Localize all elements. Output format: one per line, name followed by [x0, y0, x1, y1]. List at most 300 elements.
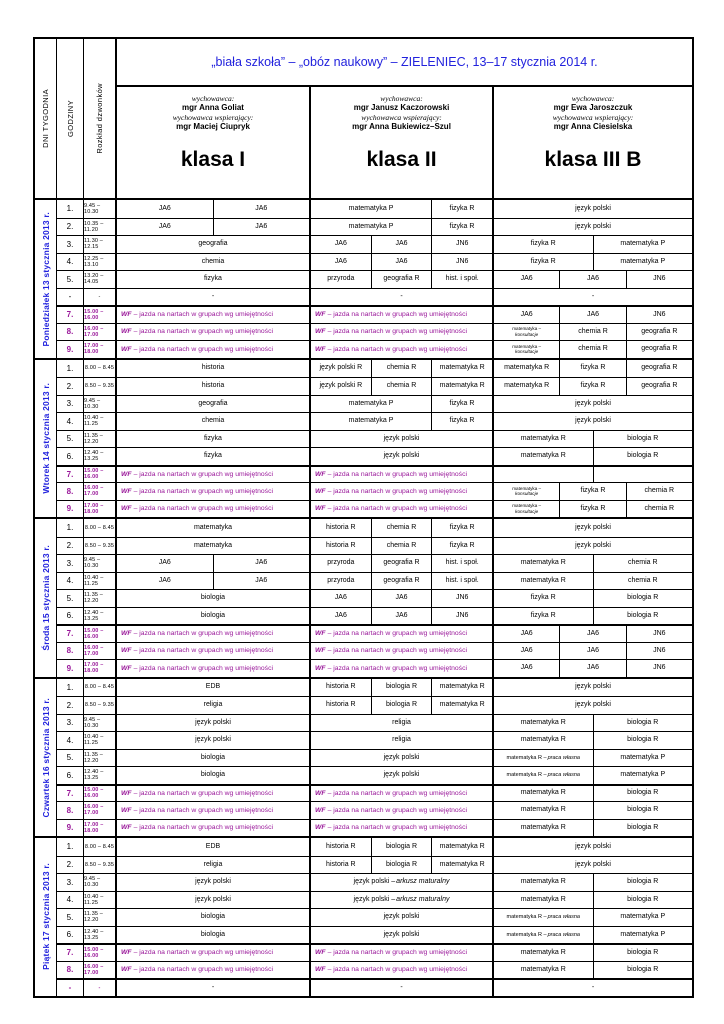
subject-cell	[494, 820, 593, 837]
support-tutor-label: wychowawca wspierający:	[172, 113, 254, 122]
subject-label: religia	[203, 860, 223, 868]
subject-cell	[559, 307, 625, 323]
lesson-number-cell	[57, 467, 84, 483]
wf-description: – jazda na nartach w grupach wg umiejętności	[327, 345, 467, 353]
time-cell	[84, 874, 117, 891]
wf-label: WF	[121, 949, 132, 957]
wf-description: – jazda na nartach w grupach wg umiejętności	[327, 505, 467, 513]
subject-cell	[494, 289, 692, 306]
tutor-name: mgr Ewa Jaroszczuk	[553, 103, 633, 112]
time-range: 9.45 – 10.30	[84, 202, 101, 215]
time-range: 15.00 – 16.00	[84, 308, 104, 321]
time-cell	[84, 271, 117, 288]
time-range: 8.00 – 8.45	[84, 365, 115, 372]
day-rows	[57, 519, 692, 677]
lesson-number: 5.	[66, 753, 74, 763]
subject-cell	[626, 324, 692, 341]
lesson-number-cell	[57, 431, 84, 448]
lesson-number: 4.	[66, 416, 74, 426]
subject-label: JA6	[395, 611, 408, 619]
class-headers	[117, 87, 692, 198]
class-1-cell-group	[117, 324, 309, 341]
subject-label: historia	[201, 364, 225, 372]
class-1-cell-group	[117, 857, 309, 874]
lesson-number: 2.	[66, 222, 74, 232]
class-1-cell-group	[117, 448, 309, 465]
subject-cell	[559, 271, 625, 288]
subject-label: JA6	[520, 310, 533, 318]
timetable-row	[57, 589, 692, 607]
day-label: Czwartek 16 stycznia 2013 r.	[40, 697, 51, 817]
lesson-number-cell	[57, 715, 84, 732]
class-2-cell-group	[309, 254, 494, 271]
class-1-cell-group	[117, 590, 309, 607]
subject-cell	[431, 271, 492, 288]
subject-label: hist. i społ.	[445, 559, 479, 567]
wf-label: WF	[121, 345, 132, 353]
class-3-cell-group	[494, 448, 692, 465]
subject-cell	[311, 448, 492, 465]
class-2-cell-group	[309, 927, 494, 944]
timetable-row	[57, 856, 692, 874]
subject-label: geografia R	[641, 345, 678, 353]
lesson-number-cell	[57, 254, 84, 271]
time-cell	[84, 360, 117, 378]
time-range: 9.45 – 10.30	[84, 716, 101, 729]
class-1-cell-group	[117, 643, 309, 660]
wf-label: WF	[121, 806, 132, 814]
lesson-number-cell	[57, 697, 84, 714]
time-range: 8.50 – 9.35	[84, 542, 115, 549]
subject-cell	[311, 874, 492, 891]
class-1-cell-group	[117, 608, 309, 625]
subject-label: matematyka P	[620, 257, 666, 265]
class-2-cell-group	[309, 643, 494, 660]
wf-label: WF	[121, 311, 132, 319]
lesson-number: 7.	[66, 788, 74, 798]
subject-cell	[371, 608, 432, 625]
class-1-cell-group	[117, 874, 309, 891]
subject-label: fizyka R	[530, 240, 556, 248]
timetable-row	[57, 908, 692, 926]
subject-cell	[626, 660, 692, 677]
wf-description: – jazda na nartach w grupach wg umiejętności	[133, 806, 273, 814]
subject-cell	[559, 643, 625, 660]
subject-cell	[117, 732, 309, 749]
timetable-row	[57, 572, 692, 590]
subject-label: JA6	[255, 222, 268, 230]
subject-cell	[431, 697, 492, 714]
subject-label: matematyka R	[520, 718, 566, 726]
subject-label: biologia R	[627, 594, 659, 602]
subject-cell	[117, 962, 309, 979]
lesson-number-cell	[57, 750, 84, 767]
lesson-number-cell	[57, 307, 84, 323]
wf-label: WF	[315, 311, 326, 319]
subject-label: fizyka R	[449, 417, 475, 425]
subject-cell	[494, 590, 593, 607]
class-3-cell-group	[494, 271, 692, 288]
subject-cell	[494, 608, 593, 625]
subject-cell	[117, 555, 213, 572]
time-range: 11.35 – 12.20	[84, 751, 103, 764]
class-1-cell-group	[117, 413, 309, 430]
class-1-cell-group	[117, 909, 309, 926]
subject-cell	[494, 555, 593, 572]
lesson-number: 7.	[66, 948, 74, 958]
time-range: 8.00 – 8.45	[84, 684, 115, 691]
subject-label: język polski	[575, 222, 611, 230]
subject-cell	[431, 254, 492, 271]
time-range: 17.00 – 18.00	[84, 821, 104, 834]
wf-description: – jazda na nartach w grupach wg umiejętności	[327, 311, 467, 319]
subject-label: geografia R	[383, 275, 420, 283]
class-3-cell-group	[494, 236, 692, 253]
subject-cell	[371, 236, 432, 253]
class-2-cell-group	[309, 378, 494, 395]
subject-label: religia	[203, 701, 223, 709]
subject-cell	[213, 555, 310, 572]
subject-cell	[311, 927, 492, 944]
subject-label: język polski	[195, 736, 231, 744]
time-cell	[84, 857, 117, 874]
wf-label: WF	[315, 664, 326, 672]
time-range: 9.45 – 10.30	[84, 876, 101, 889]
class-2-cell-group	[309, 413, 494, 430]
class-3-cell-group	[494, 413, 692, 430]
subject-cell	[311, 200, 431, 218]
timetable-row	[57, 714, 692, 732]
subject-label: biologia R	[627, 965, 659, 973]
class-1-cell-group	[117, 786, 309, 802]
class-1-cell-group	[117, 307, 309, 323]
time-range: 11.30 – 12.15	[84, 238, 103, 251]
lesson-number-cell	[57, 874, 84, 891]
lesson-number-cell	[57, 962, 84, 979]
consultation-line2: konsultacje	[515, 508, 539, 514]
class-1-cell-group	[117, 626, 309, 642]
timetable-row	[57, 200, 692, 218]
subject-cell	[494, 219, 692, 236]
class-1-cell-group	[117, 660, 309, 677]
time-range: 12.25 – 13.10	[84, 255, 104, 268]
lesson-number: 9.	[66, 823, 74, 833]
class-2-cell-group	[309, 448, 494, 465]
class-2-cell-group	[309, 838, 494, 856]
subject-cell	[311, 732, 492, 749]
timetable-row	[57, 838, 692, 856]
lesson-number-cell	[57, 396, 84, 413]
lesson-number-cell	[57, 802, 84, 819]
class-1-cell-group	[117, 431, 309, 448]
wf-label: WF	[121, 630, 132, 638]
subject-cell	[494, 573, 593, 590]
subject-cell	[311, 483, 492, 500]
support-tutor-name: mgr Maciej Ciupryk	[176, 122, 250, 131]
time-cell	[84, 467, 117, 483]
tutor-name: mgr Janusz Kaczorowski	[353, 103, 450, 112]
time-cell	[84, 254, 117, 271]
class-header-2	[309, 87, 494, 198]
class-3-cell-group	[494, 341, 692, 358]
class-2-cell-group	[309, 786, 494, 802]
subject-label: matematyka R	[520, 823, 566, 831]
subject-cell	[311, 501, 492, 518]
subject-cell	[593, 555, 693, 572]
day-rows	[57, 838, 692, 996]
consultation-line2: konsultacje	[515, 491, 539, 497]
consultation-line2: konsultacje	[515, 331, 539, 337]
lesson-number-cell	[57, 767, 84, 784]
subject-cell	[117, 626, 309, 642]
subject-label: język polski	[383, 452, 420, 460]
subject-label: język polski	[575, 842, 611, 850]
class-3-cell-group	[494, 289, 692, 306]
class-2-cell-group	[309, 200, 494, 218]
subject-label: JA6	[255, 204, 268, 212]
class-1-cell-group	[117, 838, 309, 856]
tutor-label: wychowawca:	[191, 94, 235, 103]
time-range: 10.35 – 11.20	[84, 220, 104, 233]
tutor-label: wychowawca:	[380, 94, 423, 103]
subject-cell	[311, 254, 371, 271]
time-cell	[84, 945, 117, 961]
subject-label: biologia R	[627, 434, 659, 442]
lesson-number-cell	[57, 679, 84, 697]
class-1-cell-group	[117, 573, 309, 590]
class-header-1	[117, 87, 309, 198]
subject-label: fizyka	[204, 275, 222, 283]
class-2-cell-group	[309, 608, 494, 625]
time-cell	[84, 660, 117, 677]
time-cell	[84, 608, 117, 625]
class-2-cell-group	[309, 874, 494, 891]
subject-label: matematyka P	[620, 930, 666, 938]
subject-label: matematyka R –	[506, 772, 547, 779]
wf-description: – jazda na nartach w grupach wg umiejętności	[133, 505, 273, 513]
subject-label: -	[400, 983, 403, 991]
lesson-number-cell	[57, 892, 84, 909]
class-3-cell-group	[494, 396, 692, 413]
subject-label: matematyka R	[520, 948, 566, 956]
class-3-cell-group	[494, 962, 692, 979]
class-3-cell-group	[494, 200, 692, 218]
class-2-cell-group	[309, 697, 494, 714]
time-range: 10.40 – 11.25	[84, 574, 104, 587]
class-3-cell-group	[494, 892, 692, 909]
subject-label: JA6	[334, 240, 347, 248]
subject-label: język polski	[383, 771, 420, 779]
subject-label: język polski R	[319, 382, 363, 390]
subject-label: historia R	[326, 541, 356, 549]
subject-cell	[117, 360, 309, 378]
subject-cell	[494, 483, 559, 500]
lesson-number: 3.	[66, 558, 74, 568]
lesson-number-cell	[57, 555, 84, 572]
timetable-row	[57, 801, 692, 819]
wf-label: WF	[315, 806, 326, 814]
subject-label: historia R	[326, 842, 356, 850]
class-3-cell-group	[494, 307, 692, 323]
subject-label: JA6	[520, 629, 533, 637]
lesson-number: 6.	[66, 930, 74, 940]
subject-cell	[311, 786, 492, 802]
subject-label: biologia R	[627, 611, 659, 619]
lesson-number-cell	[57, 820, 84, 837]
subject-cell	[431, 573, 492, 590]
time-cell	[84, 892, 117, 909]
class-2-cell-group	[309, 236, 494, 253]
time-range: 11.35 – 12.20	[84, 592, 103, 605]
subject-cell	[311, 219, 431, 236]
subject-cell	[494, 857, 692, 874]
subject-cell	[494, 732, 593, 749]
subject-cell	[559, 660, 625, 677]
subject-label: chemia R	[644, 504, 675, 512]
wf-description: – jazda na nartach w grupach wg umiejętności	[133, 487, 273, 495]
timetable-row	[57, 696, 692, 714]
day-block	[35, 677, 692, 837]
subject-cell	[311, 289, 492, 306]
class-2-cell-group	[309, 289, 494, 306]
subject-cell	[626, 643, 692, 660]
subject-cell	[311, 857, 371, 874]
subject-label: -	[400, 292, 403, 300]
timetable-row	[57, 943, 692, 961]
class-3-cell-group	[494, 874, 692, 891]
class-2-cell-group	[309, 219, 494, 236]
lesson-number-cell	[57, 927, 84, 944]
class-1-cell-group	[117, 927, 309, 944]
class-2-cell-group	[309, 945, 494, 961]
subject-cell	[117, 697, 309, 714]
class-1-cell-group	[117, 697, 309, 714]
timetable-row	[57, 253, 692, 271]
subject-cell	[593, 448, 693, 465]
class-1-cell-group	[117, 289, 309, 306]
subject-label: matematyka P	[620, 753, 666, 761]
day-label: Poniedziałek 13 stycznia 2013 r.	[40, 211, 51, 346]
time-cell	[84, 626, 117, 642]
subject-label: biologia R	[627, 895, 659, 903]
wf-description: – jazda na nartach w grupach wg umiejętności	[133, 824, 273, 832]
subject-cell	[311, 590, 371, 607]
subject-cell	[431, 538, 492, 555]
day-block	[35, 358, 692, 518]
time-cell	[84, 519, 117, 537]
lesson-number-cell	[57, 378, 84, 395]
time-range: 17.00 – 18.00	[84, 343, 104, 356]
lesson-number-cell	[57, 200, 84, 218]
wf-label: WF	[121, 487, 132, 495]
subject-label: matematyka R	[520, 434, 566, 442]
subject-label: biologia R	[627, 452, 659, 460]
timetable-row	[57, 978, 692, 996]
time-cell	[84, 413, 117, 430]
subject-cell	[494, 307, 559, 323]
subject-label: JN6	[455, 257, 469, 265]
lesson-number: 4.	[66, 895, 74, 905]
lesson-number: 8.	[66, 327, 74, 337]
subject-cell	[494, 715, 593, 732]
subject-cell	[117, 271, 309, 288]
time-range: 13.20 – 14.05	[84, 273, 104, 286]
lesson-number: 9.	[66, 663, 74, 673]
subject-cell	[117, 927, 309, 944]
lesson-number: 6.	[66, 770, 74, 780]
subject-label: -	[211, 983, 215, 991]
subject-label: JN6	[653, 664, 666, 672]
wf-label: WF	[121, 789, 132, 797]
subject-cell	[311, 945, 492, 961]
class-2-cell-group	[309, 802, 494, 819]
subject-label: geografia	[198, 399, 228, 407]
subject-cell	[494, 802, 593, 819]
subject-cell	[494, 838, 692, 856]
subject-label: fizyka R	[580, 504, 606, 512]
class-3-cell-group	[494, 945, 692, 961]
class-2-cell-group	[309, 573, 494, 590]
timetable-row	[57, 819, 692, 837]
subject-label: chemia R	[578, 345, 608, 353]
timetable-row	[57, 395, 692, 413]
table-header	[35, 39, 692, 200]
class-3-cell-group	[494, 608, 692, 625]
wf-description: – jazda na nartach w grupach wg umiejętności	[133, 966, 273, 974]
subject-label: język polski	[195, 878, 231, 886]
subject-label: matematyka R	[520, 878, 566, 886]
subject-cell	[117, 448, 309, 465]
subject-label: JA6	[395, 240, 408, 248]
subject-label: chemia R	[386, 523, 417, 531]
subject-cell	[559, 483, 625, 500]
wf-label: WF	[121, 328, 132, 336]
subject-label: matematyka P	[348, 204, 394, 212]
time-range: 11.35 – 12.20	[84, 432, 103, 445]
subject-label: język polski	[575, 860, 611, 868]
timetable-row	[57, 218, 692, 236]
time-range: 8.50 – 9.35	[84, 861, 115, 868]
subject-cell	[117, 324, 309, 341]
subject-cell	[431, 555, 492, 572]
class-3-cell-group	[494, 679, 692, 697]
lesson-number-cell	[57, 219, 84, 236]
subject-cell	[626, 341, 692, 358]
class-2-cell-group	[309, 820, 494, 837]
timetable-row	[57, 659, 692, 677]
lesson-number: 8.	[66, 486, 74, 496]
time-range: 12.40 – 13.25	[84, 769, 104, 782]
wf-label: WF	[121, 470, 132, 478]
subject-cell	[371, 378, 432, 395]
subject-cell	[117, 289, 309, 306]
wf-description: – jazda na nartach w grupach wg umiejętności	[133, 664, 273, 672]
class-3-cell-group	[494, 555, 692, 572]
timetable-row	[57, 784, 692, 802]
class-2-cell-group	[309, 590, 494, 607]
subject-cell	[593, 715, 693, 732]
class-3-cell-group	[494, 715, 692, 732]
subject-cell	[371, 697, 432, 714]
support-tutor-name: mgr Anna Bukiewicz–Szul	[352, 122, 451, 131]
subject-cell	[311, 324, 492, 341]
timetable-row	[57, 323, 692, 341]
class-1-cell-group	[117, 236, 309, 253]
wf-label: WF	[315, 487, 326, 495]
subject-label: matematyka P	[348, 399, 394, 407]
day-block	[35, 517, 692, 677]
timetable-row	[57, 360, 692, 378]
